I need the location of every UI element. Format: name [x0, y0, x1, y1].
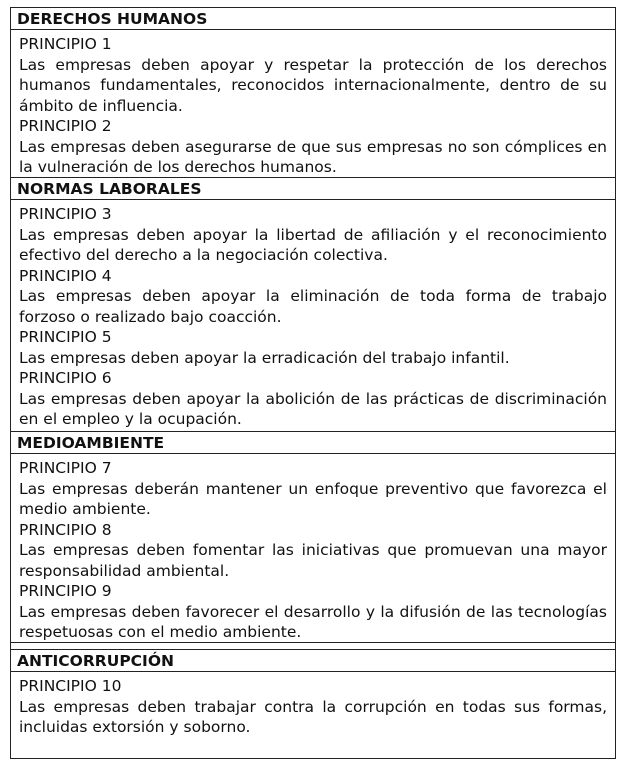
- section-body-labor-standards: [11, 200, 615, 432]
- principle-text: Las empresas deben favorecer el desarrollo y la difusión de las tecnologías respetuosas con el medio ambiente.: [19, 602, 607, 641]
- principle-label: PRINCIPIO 8: [19, 520, 112, 539]
- principle-label: PRINCIPIO 9: [19, 582, 112, 600]
- section-body-human-rights: [11, 30, 615, 178]
- principle-text: Las empresas deben apoyar y respetar la protección de los derechos humanos fundamentales, reconocidos internacionalmente, dentro de su ámbito de influencia.: [19, 55, 607, 115]
- principle-label: PRINCIPIO 1: [19, 35, 112, 53]
- principle-label: PRINCIPIO 6: [19, 369, 112, 387]
- principle-label: PRINCIPIO 4: [19, 266, 112, 285]
- principle-text: Las empresas deben apoyar la erradicación del trabajo infantil.: [19, 348, 510, 367]
- section-header-labor-standards: NORMAS LABORALES: [11, 178, 615, 200]
- principles-table: [10, 7, 616, 759]
- principle-text: Las empresas deben asegurarse de que sus empresas no son cómplices en la vulneración de los derechos humanos.: [19, 137, 607, 176]
- principle-text: Las empresas deben trabajar contra la corrupción en todas sus formas, incluidas extorsión y soborno.: [19, 697, 607, 736]
- principle-label: PRINCIPIO 2: [19, 117, 112, 135]
- principle-label: PRINCIPIO 10: [19, 677, 122, 695]
- principle-text: Las empresas deben apoyar la eliminación de toda forma de trabajo forzoso o realizado bajo coacción.: [19, 287, 607, 326]
- section-header-anti-corruption: ANTICORRUPCIÓN: [11, 650, 615, 672]
- principle-label: PRINCIPIO 3: [19, 205, 112, 223]
- section-body-environment: [11, 454, 615, 643]
- principle-text: Las empresas deben apoyar la libertad de afiliación y el reconocimiento efectivo del derecho a la negociación colectiva.: [19, 225, 607, 264]
- principle-text: Las empresas deben apoyar la abolición de las prácticas de discriminación en el empleo y la ocupación.: [19, 389, 607, 428]
- section-body-anti-corruption: [11, 672, 615, 759]
- section-header-environment: MEDIOAMBIENTE: [11, 432, 615, 454]
- principle-text: Las empresas deben fomentar las iniciativas que promuevan una mayor responsabilidad ambiental.: [19, 541, 607, 580]
- principle-label: PRINCIPIO 7: [19, 459, 112, 477]
- principle-text: Las empresas deberán mantener un enfoque preventivo que favorezca el medio ambiente.: [19, 479, 607, 518]
- section-header-human-rights: DERECHOS HUMANOS: [11, 8, 615, 30]
- principle-label: PRINCIPIO 5: [19, 328, 112, 346]
- section-gap: [11, 643, 615, 650]
